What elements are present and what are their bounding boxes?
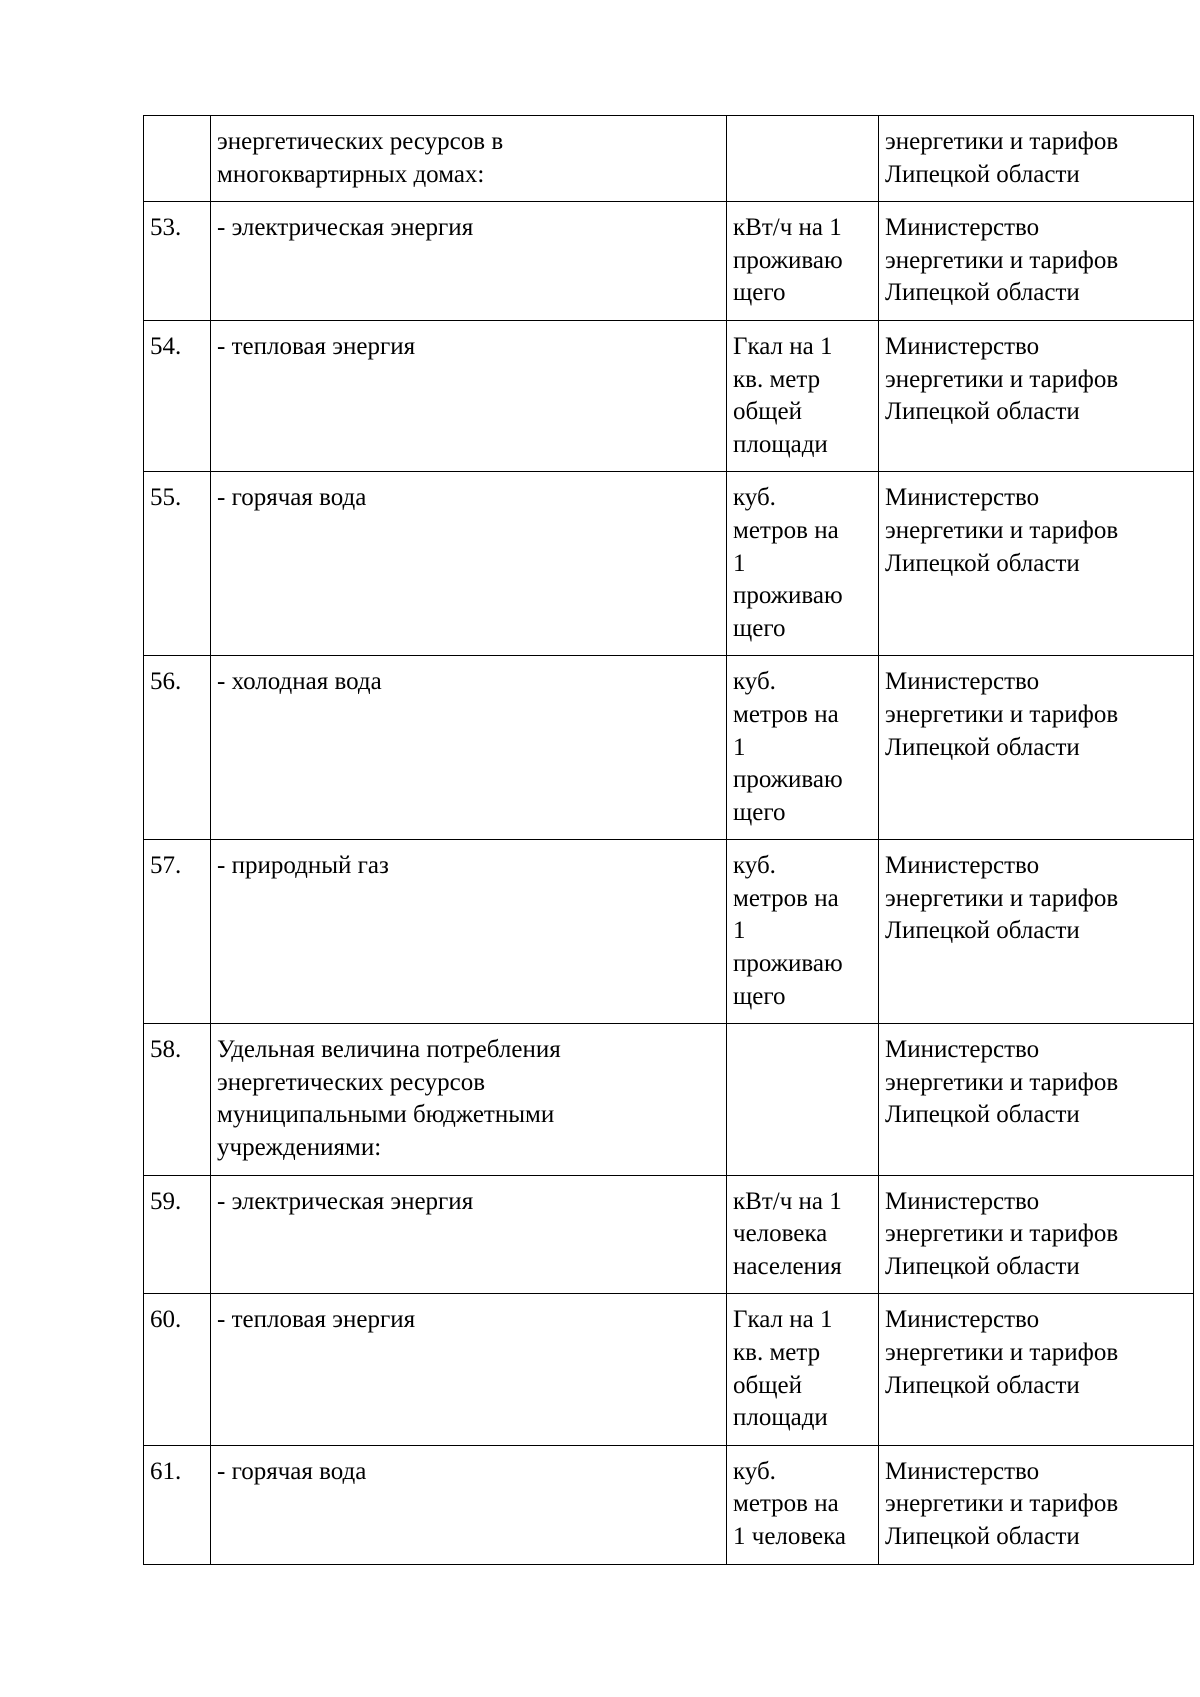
table-row (144, 840, 1194, 1024)
row-number: 59. (144, 1175, 211, 1294)
table-row (144, 202, 1194, 321)
unit-of-measure: куб. метров на 1 проживаю щего (727, 840, 879, 1024)
data-source: Министерство энергетики и тарифов Липецкой области (879, 656, 1194, 840)
row-number: 56. (144, 656, 211, 840)
unit-of-measure: Гкал на 1 кв. метр общей площади (727, 1294, 879, 1445)
table-row (144, 1445, 1194, 1564)
row-number: 60. (144, 1294, 211, 1445)
data-source: Министерство энергетики и тарифов Липецкой области (879, 1175, 1194, 1294)
table-row (144, 1024, 1194, 1175)
row-number: 53. (144, 202, 211, 321)
table-row (144, 1175, 1194, 1294)
unit-of-measure: Гкал на 1 кв. метр общей площади (727, 320, 879, 471)
data-source: энергетики и тарифов Липецкой области (879, 116, 1194, 202)
data-source: Министерство энергетики и тарифов Липецкой области (879, 472, 1194, 656)
data-source: Министерство энергетики и тарифов Липецкой области (879, 1024, 1194, 1175)
indicator-name: - горячая вода (211, 1445, 727, 1564)
data-source: Министерство энергетики и тарифов Липецкой области (879, 1445, 1194, 1564)
indicator-name: - электрическая энергия (211, 1175, 727, 1294)
data-source: Министерство энергетики и тарифов Липецкой области (879, 840, 1194, 1024)
indicator-name: - тепловая энергия (211, 320, 727, 471)
row-number: 54. (144, 320, 211, 471)
unit-of-measure: куб. метров на 1 проживаю щего (727, 656, 879, 840)
row-number: 58. (144, 1024, 211, 1175)
unit-of-measure: куб. метров на 1 проживаю щего (727, 472, 879, 656)
indicator-name: - природный газ (211, 840, 727, 1024)
indicator-name: - электрическая энергия (211, 202, 727, 321)
row-number (144, 116, 211, 202)
data-source: Министерство энергетики и тарифов Липецкой области (879, 202, 1194, 321)
unit-of-measure (727, 1024, 879, 1175)
row-number: 61. (144, 1445, 211, 1564)
indicator-name: энергетических ресурсов в многоквартирных домах: (211, 116, 727, 202)
table-row (144, 656, 1194, 840)
unit-of-measure: кВт/ч на 1 проживаю щего (727, 202, 879, 321)
unit-of-measure: куб. метров на 1 человека (727, 1445, 879, 1564)
unit-of-measure: кВт/ч на 1 человека населения (727, 1175, 879, 1294)
indicator-name: - тепловая энергия (211, 1294, 727, 1445)
table-row (144, 116, 1194, 202)
indicator-name: - холодная вода (211, 656, 727, 840)
row-number: 57. (144, 840, 211, 1024)
unit-of-measure (727, 116, 879, 202)
data-source: Министерство энергетики и тарифов Липецкой области (879, 320, 1194, 471)
indicator-name: Удельная величина потребления энергетических ресурсов муниципальными бюджетными учреждениями: (211, 1024, 727, 1175)
row-number: 55. (144, 472, 211, 656)
table-row (144, 472, 1194, 656)
table-row (144, 1294, 1194, 1445)
table-row (144, 320, 1194, 471)
indicators-table (143, 115, 1194, 1565)
data-source: Министерство энергетики и тарифов Липецкой области (879, 1294, 1194, 1445)
indicator-name: - горячая вода (211, 472, 727, 656)
